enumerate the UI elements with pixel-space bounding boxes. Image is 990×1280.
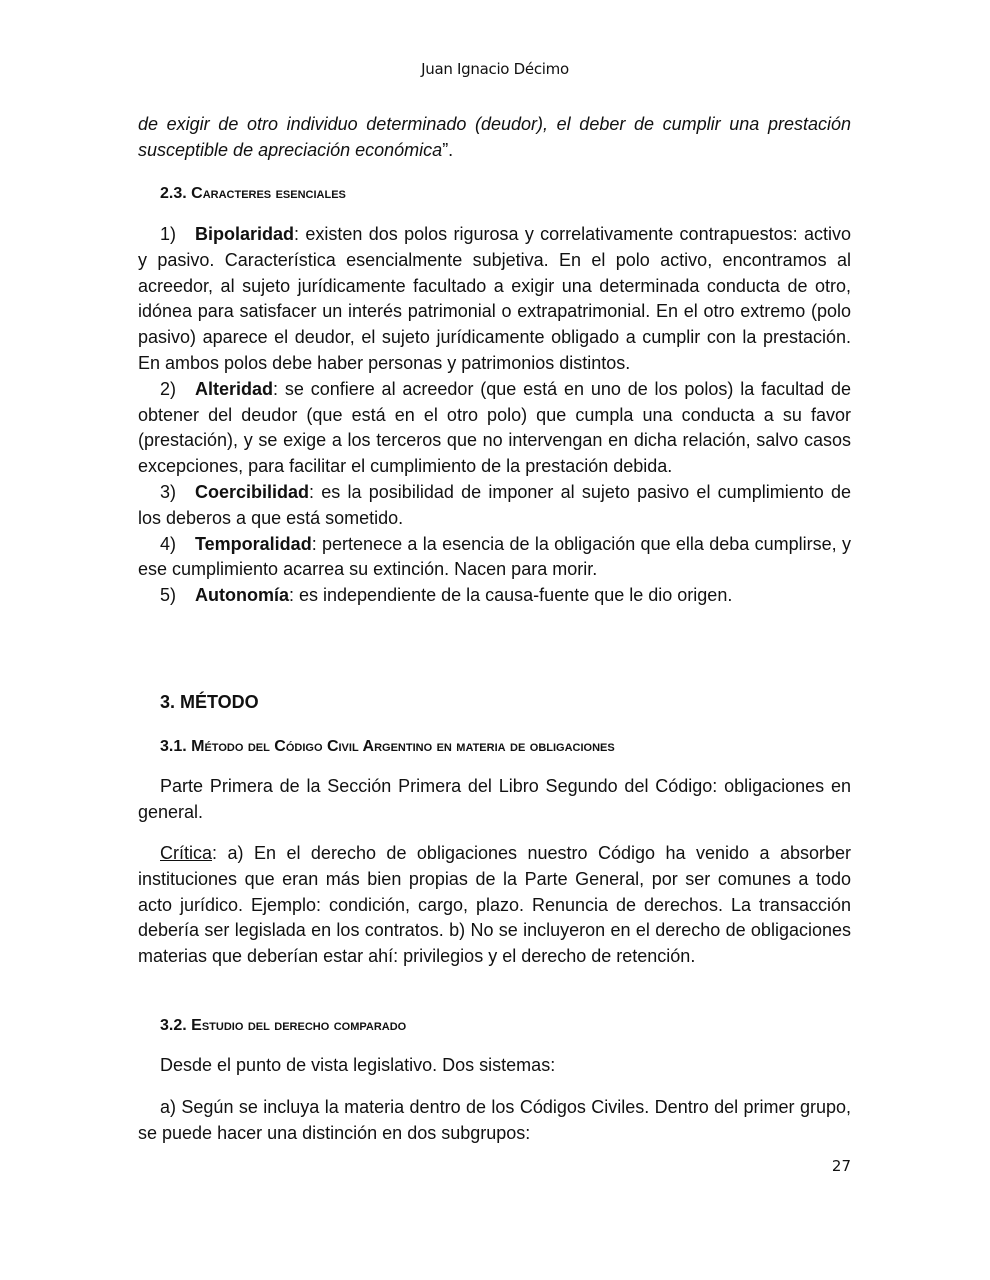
heading-number: 2.3. [160,185,187,202]
running-header: Juan Ignacio Décimo [421,60,569,78]
list-item [138,480,851,532]
item-number: 4) [160,533,177,554]
page-number: 27 [831,1157,851,1175]
item-term: Coercibilidad [195,481,310,502]
paragraph-3-1: Parte Primera de la Sección Primera del Libro Segundo del Código: obligaciones en general. [138,776,851,822]
heading-title: Estudio del derecho comparado [191,1017,407,1034]
item-text: : pertenece a la esencia de la obligación que ella deba cumplirse, y ese cumplimiento acarrea su extinción. Nacen para morir. [138,533,851,580]
item-number: 2) [160,378,177,399]
heading-title: Método del Código Civil Argentino en materia de obligaciones [191,738,615,755]
quote-end: ”. [442,139,454,160]
item-text: : es independiente de la causa-fuente que le dio origen. [289,585,733,606]
section-heading-2-3 [160,181,873,207]
heading-number: 3.2. [160,1017,187,1034]
list-item [138,532,851,584]
list-item [138,377,851,480]
critica-label: Crítica [160,843,213,863]
section-heading-3: 3. MÉTODO [160,692,259,712]
item-term: Bipolaridad [195,224,295,244]
intro-paragraph [138,112,851,164]
item-number: 1) [160,224,177,244]
item-number: 5) [160,585,177,606]
item-text: : es la posibilidad de imponer al sujeto pasivo el cumplimiento de los deberos a que está sometido. [138,481,851,528]
item-number: 3) [160,481,177,502]
critica-paragraph [138,841,851,970]
item-text: : existen dos polos rigurosa y correlativamente contrapuestos: activo y pasivo. Característica esencialmente subjetiva. En el polo activo, encontramos al acreedor, al sujeto jurídicamente facultado a exigir una determinada conducta de otro, idónea para satisfacer un interés patrimonial o extrapatrimonial. En el otro extremo (polo pasivo) aparece el deudor, el sujeto jurídicamente obligado a cumplir con la prestación. En ambos polos debe haber personas y patrimonios distintos. [138,224,851,373]
paragraph-3-2-a: Desde el punto de vista legislativo. Dos sistemas: [160,1055,556,1075]
item-text: : se confiere al acreedor (que está en uno de los polos) la facultad de obtener del deudor (que está en el otro polo) que cumpla una conducta a su favor (prestación), y se exige a los terceros que no intervengan en dicha relación, salvo casos excepciones, para facilitar el cumplimiento de la prestación debida. [138,378,851,477]
heading-title: Caracteres esenciales [191,185,346,202]
item-term: Temporalidad [195,533,312,554]
critica-text: : a) En el derecho de obligaciones nuestro Código ha venido a absorber instituciones que eran más bien propias de la Parte General, por ser comunes a todo acto jurídico. Ejemplo: condición, cargo, plazo. Renuncia de derechos. La transacción debería ser legislada en los contratos. b) No se incluyeron en el derecho de obligaciones materias que deberían estar ahí: privilegios y el derecho de retención. [138,843,851,967]
heading-number: 3.1. [160,738,187,755]
item-term: Autonomía [195,585,289,606]
list-item [138,583,851,609]
section-heading-3-2 [160,1013,873,1039]
section-heading-3-1 [160,734,873,760]
characteristics-list [138,222,851,609]
quote-text: de exigir de otro individuo determinado (deudor), el deber de cumplir una prestación susceptible de apreciación económica [138,114,851,160]
list-item [138,222,851,377]
paragraph-3-2-b: a) Según se incluya la materia dentro de los Códigos Civiles. Dentro del primer grupo, se puede hacer una distinción en dos subgrupos: [138,1097,851,1143]
item-term: Alteridad [195,378,274,399]
